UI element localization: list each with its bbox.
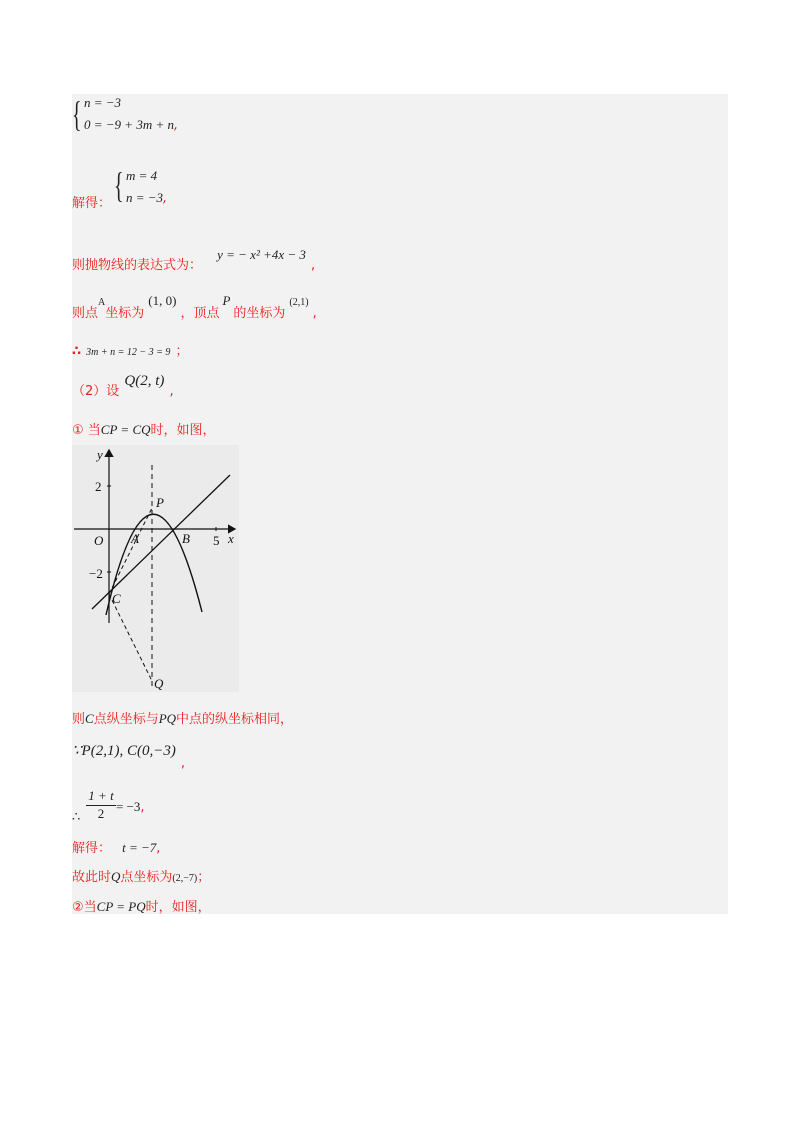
fraction: [86, 788, 116, 822]
fraction-symbol: ∴: [72, 809, 81, 824]
segment-cq: [109, 594, 152, 681]
brace-symbol: {: [72, 94, 82, 134]
solve-prefix: 解得：: [72, 196, 112, 211]
coordinate-line: $_{则点}A_{坐标为}(1$, $0)_{,顶点}P_{的坐标为}(2,1)_,$: [72, 293, 317, 321]
graph-svg: [72, 445, 239, 692]
parabola-expression-line: $_{则抛物线的表达式为:}$ y = − x² +4x − 3 $_,$: [72, 247, 316, 273]
solve-t-line: 解得： t = −7,: [72, 840, 161, 856]
fraction-rhs: = −3,: [116, 799, 145, 815]
equation-line: 0 = −9 + 3m + n,: [84, 117, 179, 133]
equation-line: m = 4: [126, 168, 158, 183]
equation-system-1: [84, 92, 178, 137]
case1-line: ① 当CP = CQ时，如图，: [72, 422, 216, 438]
because-line: ∵P(2,1), C(0,−3) $_,$: [72, 743, 186, 771]
part2-line: $_{(2)设}$ Q(2, t) $_,$: [72, 373, 174, 399]
graph-figure: [72, 445, 239, 692]
point-label-p: P: [156, 495, 164, 510]
brace-symbol: {: [114, 165, 124, 205]
origin-label: O: [94, 533, 104, 548]
tick-label-5: 5: [213, 533, 220, 548]
segment-cp: [109, 508, 152, 594]
q-coordinate-line: 故此时Q点坐标为(2,−7)；: [72, 869, 211, 885]
point-label-c: C: [112, 591, 121, 606]
midpoint-line: 则C点纵坐标与PQ中点的纵坐标相同，: [72, 711, 294, 727]
equation-line: n = −3: [84, 95, 122, 110]
equation-system-2: [126, 165, 167, 210]
case2-line: ②当CP = PQ时，如图，: [72, 899, 211, 915]
fraction-numerator: 1 + t: [86, 788, 116, 806]
therefore-line: ∴ 3m + n = 12 − 3 = 9 ；: [72, 344, 189, 359]
y-axis-label: y: [97, 447, 103, 462]
fraction-denominator: 2: [97, 806, 105, 821]
point-label-q: Q: [154, 676, 164, 691]
equation-line: n = −3,: [126, 190, 168, 206]
point-label-b: B: [182, 531, 190, 546]
point-label-a: A: [131, 531, 139, 546]
tick-label-neg2: −2: [89, 566, 103, 581]
tick-label-2: 2: [95, 479, 102, 494]
x-axis-label: x: [228, 531, 234, 546]
